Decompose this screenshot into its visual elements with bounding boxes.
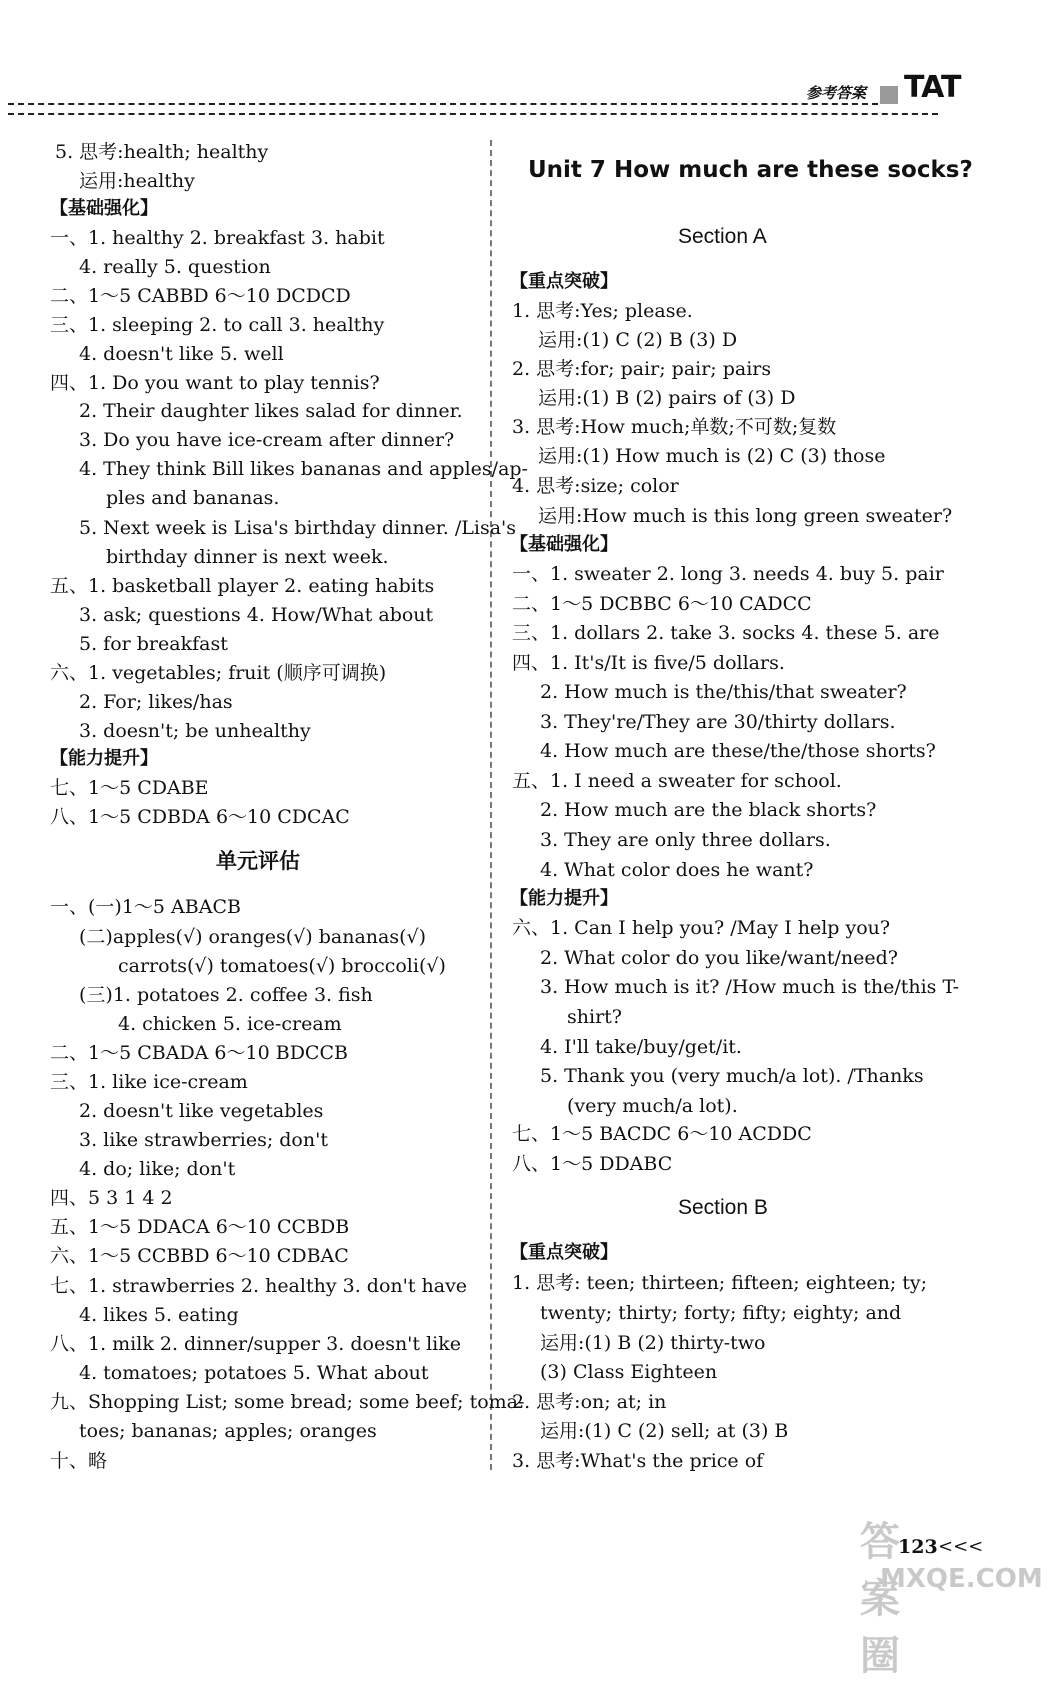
answer-line: 4. doesn't like 5. well	[79, 343, 284, 365]
answer-line: 一、1. healthy 2. breakfast 3. habit	[50, 227, 385, 249]
answer-line: 2. doesn't like vegetables	[79, 1100, 324, 1122]
answer-line: 五、1～5 DDACA 6～10 CCBDB	[50, 1216, 350, 1238]
answer-line: 七、1. strawberries 2. healthy 3. don't have	[50, 1275, 468, 1297]
answer-line: 4. chicken 5. ice-cream	[118, 1013, 342, 1035]
column-divider	[490, 140, 492, 1470]
answer-line: 4. 思考:size; color	[512, 475, 679, 497]
answer-line: 1. 思考: teen; thirteen; fifteen; eighteen; ty;	[512, 1272, 928, 1294]
answer-line: 运用:(1) C (2) sell; at (3) B	[540, 1420, 789, 1442]
answer-line: 4. really 5. question	[79, 256, 271, 278]
answer-line: 六、1. vegetables; fruit (顺序可调换)	[50, 662, 387, 684]
answer-line: 四、5 3 1 4 2	[50, 1187, 173, 1209]
answer-line: 2. 思考:for; pair; pair; pairs	[512, 358, 772, 380]
answer-line: 1. 思考:Yes; please.	[512, 300, 693, 322]
answer-line: 运用:healthy	[79, 170, 195, 192]
answer-line: 4. I'll take/buy/get/it.	[540, 1036, 742, 1058]
section-heading: 【基础强化】	[510, 534, 618, 555]
section-title: Section B	[678, 1196, 768, 1219]
answer-line: 运用:(1) B (2) pairs of (3) D	[538, 387, 796, 409]
answer-line: (3) Class Eighteen	[540, 1361, 718, 1383]
answer-line: carrots(√) tomatoes(√) broccoli(√)	[118, 955, 446, 977]
answer-line: 二、1～5 CBADA 6～10 BDCCB	[50, 1042, 348, 1064]
answer-line: 2. For; likes/has	[79, 691, 233, 713]
answer-line: 十、略	[50, 1450, 108, 1472]
section-heading: 【重点突破】	[510, 1242, 618, 1263]
answer-line: 七、1～5 CDABE	[50, 777, 209, 799]
answer-line: 3. How much is it? /How much is the/this T-	[540, 976, 960, 998]
header-rule-bottom	[8, 113, 938, 115]
answer-line: ples and bananas.	[106, 487, 280, 509]
answer-line: 4. They think Bill likes bananas and apples/ap-	[79, 458, 528, 480]
answer-line: 2. How much are the black shorts?	[540, 799, 877, 821]
answer-line: birthday dinner is next week.	[106, 546, 389, 568]
answer-line: 4. What color does he want?	[540, 859, 814, 881]
answer-line: 一、(一)1～5 ABACB	[50, 896, 241, 918]
section-title: Section A	[678, 225, 767, 248]
answer-line: 六、1～5 CCBBD 6～10 CDBAC	[50, 1245, 349, 1267]
section-heading: 【能力提升】	[50, 748, 158, 769]
answer-line: 八、1～5 DDABC	[512, 1153, 673, 1175]
answer-line: 4. How much are these/the/those shorts?	[540, 740, 936, 762]
answer-line: 四、1. It's/It is five/5 dollars.	[512, 652, 785, 674]
answer-line: 运用:How much is this long green sweater?	[538, 505, 953, 527]
answer-line: (very much/a lot).	[567, 1095, 738, 1117]
section-heading: 【重点突破】	[510, 271, 618, 292]
answer-line: 3. like strawberries; don't	[79, 1129, 328, 1151]
answer-line: 4. do; like; don't	[79, 1158, 236, 1180]
answer-line: 3. ask; questions 4. How/What about	[79, 604, 434, 626]
answer-line: 5. for breakfast	[79, 633, 228, 655]
answer-line: 五、1. basketball player 2. eating habits	[50, 575, 435, 597]
page-number: 123	[898, 1536, 938, 1558]
answer-line: 4. likes 5. eating	[79, 1304, 239, 1326]
answer-line: 3. 思考:How much;单数;不可数;复数	[512, 416, 837, 438]
answer-line: 二、1～5 CABBD 6～10 DCDCD	[50, 285, 351, 307]
answer-line: twenty; thirty; forty; fifty; eighty; and	[540, 1302, 902, 1324]
header-logo: TAT	[904, 70, 961, 105]
answer-line: 四、1. Do you want to play tennis?	[50, 372, 380, 394]
answer-line: (二)apples(√) oranges(√) bananas(√)	[79, 926, 427, 948]
answer-line: 2. How much is the/this/that sweater?	[540, 681, 907, 703]
answer-line: 3. Do you have ice-cream after dinner?	[79, 429, 455, 451]
answer-line: 3. They're/They are 30/thirty dollars.	[540, 711, 896, 733]
answer-line: 八、1. milk 2. dinner/supper 3. doesn't like	[50, 1333, 461, 1355]
answer-line: 三、1. dollars 2. take 3. socks 4. these 5. are	[512, 622, 940, 644]
answer-line: (三)1. potatoes 2. coffee 3. fish	[79, 984, 373, 1006]
unit-assessment-title: 单元评估	[216, 849, 300, 873]
answer-line: 3. 思考:What's the price of	[512, 1450, 764, 1472]
answer-line: 5. 思考:health; healthy	[55, 141, 269, 163]
answer-line: 运用:(1) How much is (2) C (3) those	[538, 445, 886, 467]
header-rule-top	[8, 103, 878, 105]
answer-line: 一、1. sweater 2. long 3. needs 4. buy 5. pair	[512, 563, 944, 585]
answer-line: 2. 思考:on; at; in	[512, 1391, 667, 1413]
header-label: 参考答案	[806, 84, 867, 102]
answer-line: 3. They are only three dollars.	[540, 829, 831, 851]
answer-line: 七、1～5 BACDC 6～10 ACDDC	[512, 1123, 812, 1145]
watermark-logo: 答案圈	[860, 1519, 902, 1679]
answer-line: 5. Thank you (very much/a lot). /Thanks	[540, 1065, 924, 1087]
answer-line: 3. doesn't; be unhealthy	[79, 720, 311, 742]
answer-line: 三、1. sleeping 2. to call 3. healthy	[50, 314, 385, 336]
page-arrows: <<<	[938, 1536, 984, 1557]
answer-line: 八、1～5 CDBDA 6～10 CDCAC	[50, 806, 350, 828]
unit-title: Unit 7 How much are these socks?	[528, 157, 973, 183]
answer-line: 4. tomatoes; potatoes 5. What about	[79, 1362, 429, 1384]
answer-line: 2. Their daughter likes salad for dinner.	[79, 400, 463, 422]
header-marker	[880, 86, 898, 104]
answer-line: toes; bananas; apples; oranges	[79, 1420, 377, 1442]
answer-line: 2. What color do you like/want/need?	[540, 947, 898, 969]
section-heading: 【基础强化】	[50, 198, 158, 219]
answer-line: 六、1. Can I help you? /May I help you?	[512, 917, 891, 939]
answer-line: 5. Next week is Lisa's birthday dinner. /Lisa's	[79, 517, 517, 539]
answer-line: 九、Shopping List; some bread; some beef; toma-	[50, 1391, 525, 1413]
answer-line: 运用:(1) C (2) B (3) D	[538, 329, 738, 351]
section-heading: 【能力提升】	[510, 888, 618, 909]
answer-line: 三、1. like ice-cream	[50, 1071, 248, 1093]
page-header	[0, 0, 1049, 125]
answer-line: 五、1. I need a sweater for school.	[512, 770, 842, 792]
answer-line: 二、1～5 DCBBC 6～10 CADCC	[512, 593, 812, 615]
answer-line: shirt?	[567, 1006, 622, 1028]
answer-line: 运用:(1) B (2) thirty-two	[540, 1332, 766, 1354]
watermark-site: MXQE.COM	[880, 1564, 1043, 1594]
